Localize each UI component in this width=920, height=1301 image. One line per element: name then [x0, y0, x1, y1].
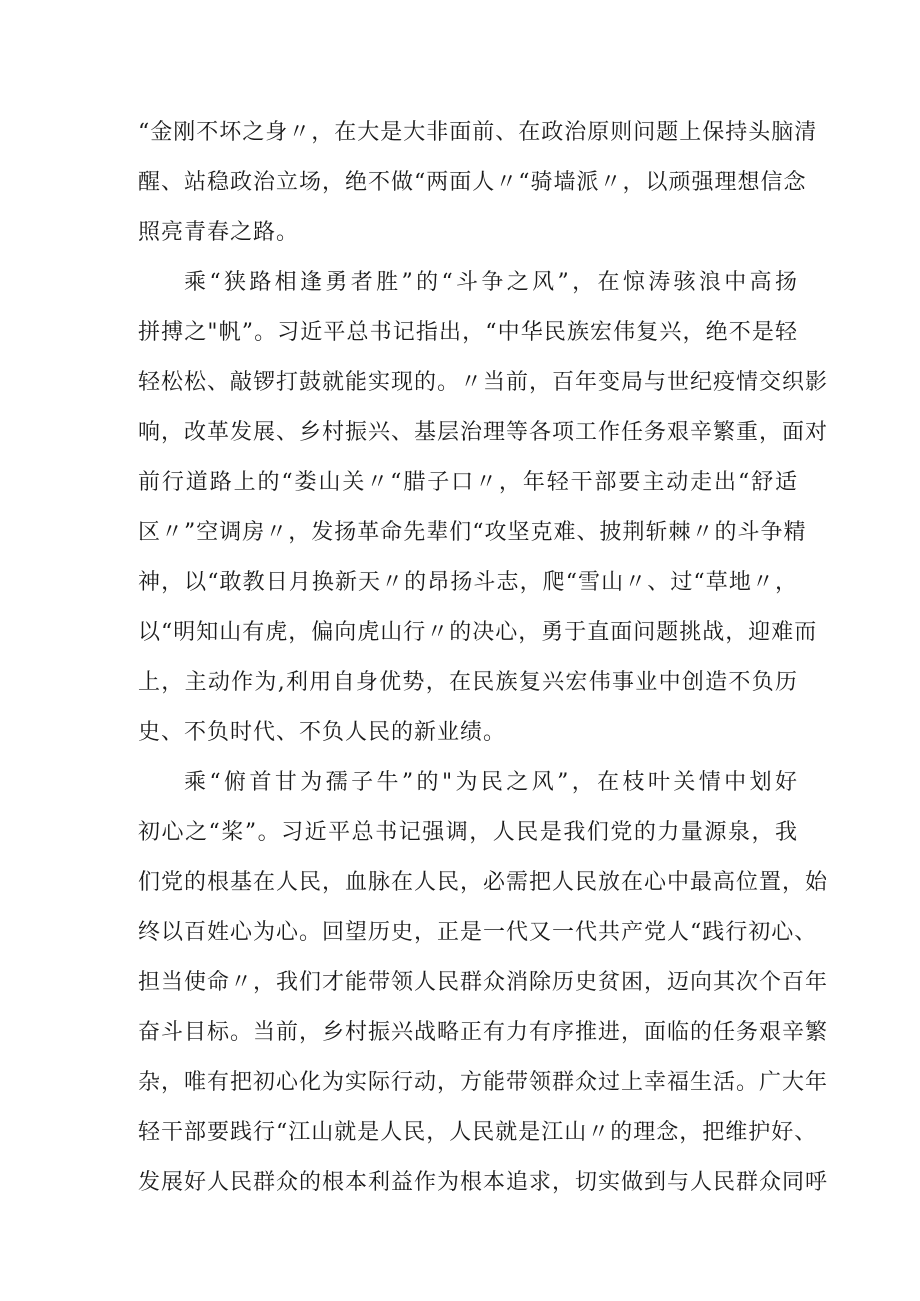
text-line: 终以百姓心为心。回望历史，正是一代又一代共产党人“践行初心、: [138, 920, 818, 945]
text-line: 区〃”空调房〃，发扬革命先辈们“攻坚克难、披荆斩棘〃的斗争精: [138, 520, 807, 545]
text-line: 奋斗目标。当前，乡村振兴战略正有力有序推进，面临的任务艰辛繁: [138, 1020, 829, 1045]
text-line: 响，改革发展、乡村振兴、基层治理等各项工作任务艰辛繁重，面对: [138, 420, 829, 445]
text-line: 神，以“敢教日月换新天〃的昂扬斗志，爬“雪山〃、过“草地〃，: [138, 570, 798, 595]
text-line: 发展好人民群众的根本利益作为根本追求，切实做到与人民群众同呼: [138, 1170, 829, 1195]
text-line: 醒、站稳政治立场，绝不做“两面人〃“骑墙派〃，以顽强理想信念: [138, 170, 807, 195]
text-line: 史、不负时代、不负人民的新业绩。: [138, 720, 507, 745]
text-line: 乘“俯首甘为孺子牛”的"为民之风”，在枝叶关情中划好: [184, 770, 798, 795]
text-line: 乘“狭路相逢勇者胜”的“斗争之风”，在惊涛骇浪中高扬: [184, 270, 798, 295]
text-line: 们党的根基在人民，血脉在人民，必需把人民放在心中最高位置，始: [138, 870, 829, 895]
text-line: 初心之“桨”。习近平总书记强调，人民是我们党的力量源泉，我: [138, 820, 798, 845]
text-line: 轻干部要践行“江山就是人民，人民就是江山〃的理念，把维护好、: [138, 1120, 818, 1145]
text-line: 杂，唯有把初心化为实际行动，方能带领群众过上幸福生活。广大年: [138, 1070, 829, 1095]
text-line: “金刚不坏之身〃，在大是大非面前、在政治原则问题上保持头脑清: [138, 120, 818, 145]
text-line: 拼搏之"帆”。习近平总书记指出，“中华民族宏伟复兴，绝不是轻: [138, 320, 798, 345]
text-line: 上，主动作为,利用自身优势，在民族复兴宏伟事业中创造不负历: [138, 670, 798, 695]
text-line: 担当使命〃，我们才能带领人民群众消除历史贫困，迈向其次个百年: [138, 970, 829, 995]
text-line: 轻松松、敲锣打鼓就能实现的。〃当前，百年变局与世纪疫情交织影: [138, 370, 829, 395]
text-line: 照亮青春之路。: [138, 220, 300, 245]
text-line: 前行道路上的“娄山关〃“腊子口〃，年轻干部要主动走出“舒适: [138, 470, 798, 495]
text-line: 以“明知山有虎，偏向虎山行〃的决心，勇于直面问题挑战，迎难而: [138, 620, 818, 645]
